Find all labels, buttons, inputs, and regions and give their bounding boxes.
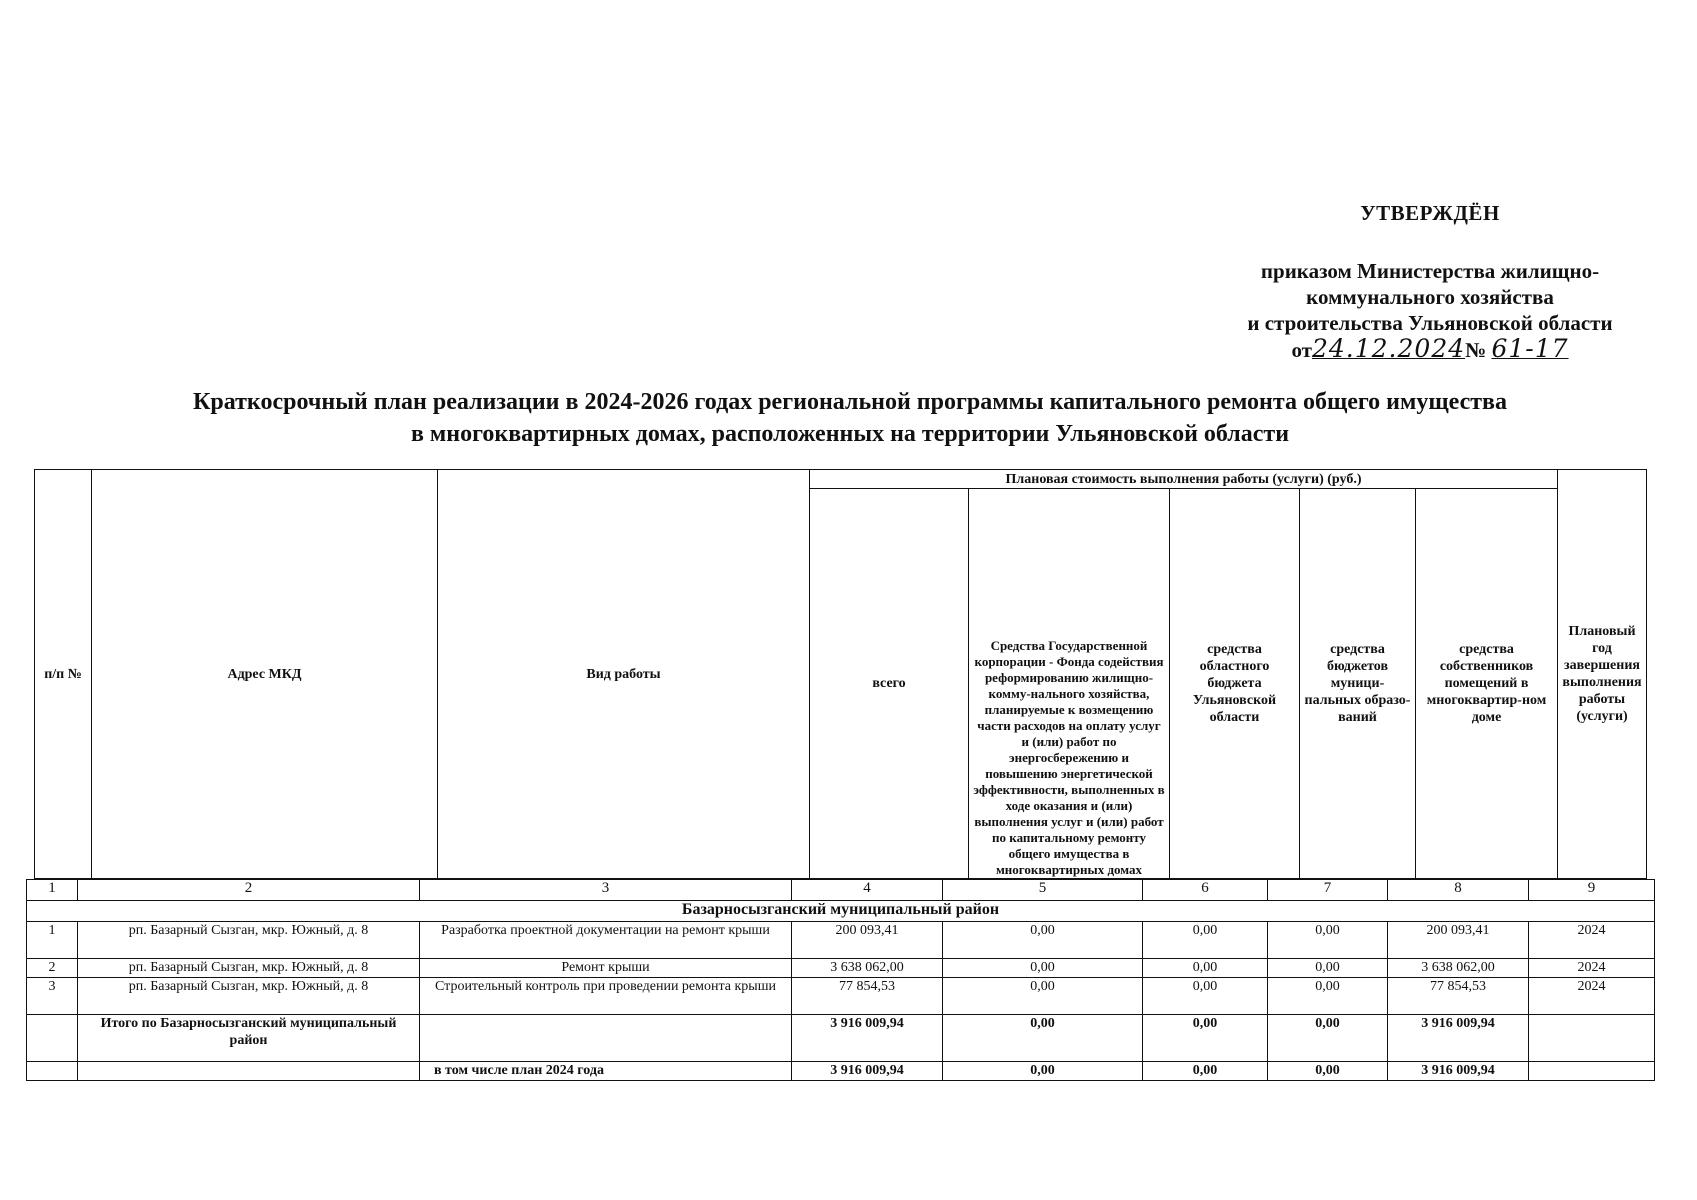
table-body	[26, 879, 1655, 1081]
header-total: всего	[810, 489, 969, 879]
column-number: 2	[78, 880, 420, 901]
plan-year-cell	[1529, 1062, 1655, 1081]
plan-municipal: 0,00	[1268, 1062, 1388, 1081]
header-region: средства областного бюджета Ульяновской области	[1170, 489, 1300, 879]
plan-num-cell	[27, 1062, 78, 1081]
row-fund: 0,00	[943, 922, 1143, 959]
document-title	[40, 386, 1660, 450]
row-num: 2	[27, 959, 78, 978]
header-municipal: средства бюджетов муници-пальных образо-ваний	[1300, 489, 1416, 879]
approval-title: УТВЕРЖДЁН	[1360, 201, 1500, 225]
plan-label: в том числе план 2024 года	[420, 1062, 792, 1081]
total-num-cell	[27, 1015, 78, 1062]
table-header	[34, 469, 1647, 879]
section-title: Базарносызганский муниципальный район	[27, 901, 1655, 922]
total-fund: 0,00	[943, 1015, 1143, 1062]
header-address: Адрес МКД	[92, 470, 438, 879]
table-row	[27, 959, 1655, 978]
table-row	[27, 922, 1655, 959]
row-fund: 0,00	[943, 978, 1143, 1015]
handwritten-number: 61-17	[1491, 334, 1569, 363]
header-year: Плановый год завершения выполнения работы (услуги)	[1558, 470, 1647, 879]
row-total: 200 093,41	[792, 922, 943, 959]
plan-owners: 3 916 009,94	[1388, 1062, 1529, 1081]
table-row	[27, 978, 1655, 1015]
column-numbers-row	[27, 880, 1655, 901]
column-number: 6	[1143, 880, 1268, 901]
row-year: 2024	[1529, 978, 1655, 1015]
column-number: 4	[792, 880, 943, 901]
row-num: 1	[27, 922, 78, 959]
row-total: 3 638 062,00	[792, 959, 943, 978]
handwritten-date: 24.12.2024	[1311, 334, 1466, 363]
column-number: 8	[1388, 880, 1529, 901]
row-region: 0,00	[1143, 959, 1268, 978]
row-region: 0,00	[1143, 922, 1268, 959]
row-region: 0,00	[1143, 978, 1268, 1015]
header-cost-group: Плановая стоимость выполнения работы (услуги) (руб.)	[810, 470, 1558, 489]
total-owners: 3 916 009,94	[1388, 1015, 1529, 1062]
row-address: рп. Базарный Сызган, мкр. Южный, д. 8	[78, 978, 420, 1015]
total-sum: 3 916 009,94	[792, 1015, 943, 1062]
approval-line-1: приказом Министерства жилищно-	[1260, 259, 1600, 283]
title-line-1: Краткосрочный план реализации в 2024-2026 годах региональной программы капитального ремонта общего имущества	[193, 389, 1507, 415]
row-year: 2024	[1529, 959, 1655, 978]
approval-line-2: коммунального хозяйства	[1306, 285, 1554, 309]
header-fund: Средства Государственной корпорации - Фонда содействия реформированию жилищно-комму-нального хозяйства, планируемые к возмещению части расходов на оплату услуг и (или) работ по энергосбережению и повышению энергетической эффективности, выполненных в ходе оказания и (или) выполнения услуг и (или) работ по капитальному ремонту общего имущества в многоквартирных домах	[969, 489, 1170, 879]
total-municipal: 0,00	[1268, 1015, 1388, 1062]
column-number: 7	[1268, 880, 1388, 901]
plan-address-cell	[78, 1062, 420, 1081]
row-address: рп. Базарный Сызган, мкр. Южный, д. 8	[78, 959, 420, 978]
column-number: 5	[943, 880, 1143, 901]
date-prefix: от	[1291, 338, 1312, 362]
row-owners: 200 093,41	[1388, 922, 1529, 959]
plan-fund: 0,00	[943, 1062, 1143, 1081]
row-work: Строительный контроль при проведении ремонта крыши	[420, 978, 792, 1015]
row-municipal: 0,00	[1268, 922, 1388, 959]
plan-total: 3 916 009,94	[792, 1062, 943, 1081]
row-municipal: 0,00	[1268, 959, 1388, 978]
column-number: 9	[1529, 880, 1655, 901]
number-prefix: №	[1465, 338, 1487, 362]
total-label: Итого по Базарносызганский муниципальный район	[78, 1015, 420, 1062]
plan-region: 0,00	[1143, 1062, 1268, 1081]
row-year: 2024	[1529, 922, 1655, 959]
approval-line-3: и строительства Ульяновской области	[1247, 311, 1613, 335]
title-line-2: в многоквартирных домах, расположенных на территории Ульяновской области	[410, 421, 1290, 447]
row-owners: 77 854,53	[1388, 978, 1529, 1015]
total-work-cell	[420, 1015, 792, 1062]
header-work: Вид работы	[438, 470, 810, 879]
row-work: Ремонт крыши	[420, 959, 792, 978]
total-region: 0,00	[1143, 1015, 1268, 1062]
plan-row	[27, 1062, 1655, 1081]
total-year-cell	[1529, 1015, 1655, 1062]
row-address: рп. Базарный Сызган, мкр. Южный, д. 8	[78, 922, 420, 959]
approval-date-row	[1180, 336, 1680, 363]
row-municipal: 0,00	[1268, 978, 1388, 1015]
approval-stamp	[1180, 200, 1680, 363]
header-num: п/п №	[35, 470, 92, 879]
section-row	[27, 901, 1655, 922]
column-number: 1	[27, 880, 78, 901]
row-owners: 3 638 062,00	[1388, 959, 1529, 978]
row-fund: 0,00	[943, 959, 1143, 978]
row-work: Разработка проектной документации на ремонт крыши	[420, 922, 792, 959]
row-num: 3	[27, 978, 78, 1015]
total-row	[27, 1015, 1655, 1062]
column-number: 3	[420, 880, 792, 901]
header-owners: средства собственников помещений в многоквартир-ном доме	[1416, 489, 1558, 879]
row-total: 77 854,53	[792, 978, 943, 1015]
